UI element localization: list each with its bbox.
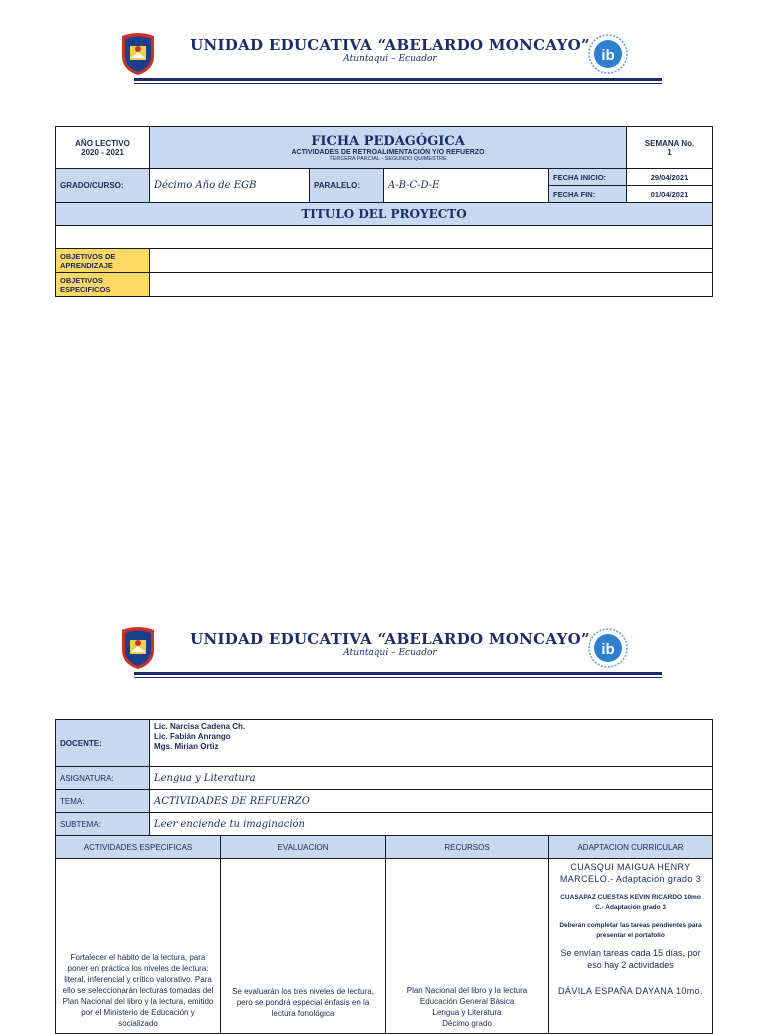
fecha-inicio-value: 29/04/2021 bbox=[627, 169, 713, 186]
ib-logo bbox=[588, 628, 628, 668]
adaptacion-student-3: DÁVILA ESPAÑA DAYANA 10mo. bbox=[558, 986, 703, 996]
col-actividades-header: ACTIVIDADES ESPECIFICAS bbox=[56, 836, 221, 859]
fecha-fin-label: FECHA FIN: bbox=[549, 186, 627, 203]
proyecto-value bbox=[56, 226, 713, 249]
proyecto-title: TITULO DEL PROYECTO bbox=[56, 203, 713, 226]
adaptacion-student-1: CUASQUI MAIGUA HENRY MARCELO.- Adaptación grado 3 bbox=[559, 862, 702, 884]
asignatura-label: ASIGNATURA: bbox=[56, 767, 150, 790]
subtema-value: Leer enciende tu imaginación bbox=[150, 813, 713, 836]
header-rule-thin bbox=[134, 677, 662, 678]
school-location: Atuntaqui – Ecuador bbox=[343, 648, 437, 658]
docente-2: Lic. Fabián Anrango bbox=[154, 732, 231, 741]
col-evaluacion-header: EVALUACION bbox=[221, 836, 386, 859]
detalle-table bbox=[55, 719, 713, 1034]
asignatura-value: Lengua y Literatura bbox=[150, 767, 713, 790]
grado-label: GRADO/CURSO: bbox=[56, 169, 150, 203]
adaptacion-student-2: CUASAPAZ CUESTAS KEVIN RICARDO 10mo C.- Adaptación grado 3 bbox=[560, 894, 701, 911]
ficha-title-cell bbox=[150, 127, 627, 169]
paralelo-label: PARALELO: bbox=[310, 169, 384, 203]
tema-value: ACTIVIDADES DE REFUERZO bbox=[150, 790, 713, 813]
school-name: UNIDAD EDUCATIVA “ABELARDO MONCAYO” bbox=[190, 36, 590, 54]
school-header bbox=[110, 32, 670, 88]
anio-lectivo-value: 2020 - 2021 bbox=[81, 147, 124, 157]
ficha-pedagogica-table bbox=[55, 126, 713, 297]
semana-value: 1 bbox=[667, 147, 672, 157]
svg-text:ib: ib bbox=[601, 47, 615, 64]
header-rule-thin bbox=[134, 83, 662, 84]
subtema-label: SUBTEMA: bbox=[56, 813, 150, 836]
adaptacion-cell bbox=[549, 859, 713, 1034]
school-header-page-2 bbox=[110, 626, 670, 682]
objetivos-aprendizaje-value bbox=[150, 249, 713, 273]
school-location: Atuntaqui – Ecuador bbox=[343, 54, 437, 64]
actividades-cell: Fortalecer el hábito de la lectura, para poner en práctica los niveles de lectura: literal, inferencial y crítico valorativo. Para ello se seleccionarán lecturas tomadas del Plan Nacional del libro y la lectura, emitido por el Ministerio de Educación y socializado bbox=[56, 859, 221, 1034]
recursos-cell bbox=[386, 859, 549, 1034]
tema-label: TEMA: bbox=[56, 790, 150, 813]
recursos-line-2: Educación General Básica bbox=[419, 997, 515, 1006]
anio-lectivo-label: AÑO LECTIVO bbox=[75, 138, 130, 148]
ficha-title: FICHA PEDAGÓGICA bbox=[311, 133, 465, 149]
grado-value: Décimo Año de EGB bbox=[150, 169, 310, 203]
fecha-inicio-label: FECHA INICIO: bbox=[549, 169, 627, 186]
semana-label: SEMANA No. bbox=[644, 138, 695, 148]
header-rule bbox=[134, 672, 662, 675]
ib-logo bbox=[588, 34, 628, 74]
docente-1: Lic. Narcisa Cadena Ch. bbox=[154, 722, 246, 731]
recursos-line-3: Lengua y Literatura bbox=[432, 1008, 502, 1017]
docente-label: DOCENTE: bbox=[56, 720, 150, 767]
docente-3: Mgs. Mirian Ortiz bbox=[154, 742, 219, 751]
evaluacion-cell: Se evaluarán los tres niveles de lectura, pero se pondrá especial énfasis en la lectura fonológica bbox=[221, 859, 386, 1034]
col-recursos-header: RECURSOS bbox=[386, 836, 549, 859]
adaptacion-note: Deberán completar las tareas pendientes para presentar el portafolio bbox=[559, 922, 702, 939]
fecha-fin-value: 01/04/2021 bbox=[627, 186, 713, 203]
paralelo-value: A-B-C-D-E bbox=[384, 169, 549, 203]
svg-text:ib: ib bbox=[601, 641, 615, 658]
ficha-subtitle: ACTIVIDADES DE RETROALIMENTACIÓN Y/O REFUERZO bbox=[291, 148, 485, 156]
adaptacion-tareas: Se envían tareas cada 15 días, por eso hay 2 actividades bbox=[560, 948, 701, 970]
header-rule bbox=[134, 78, 662, 81]
docentes-cell bbox=[150, 720, 713, 767]
col-adaptacion-header: ADAPTACION CURRICULAR bbox=[549, 836, 713, 859]
recursos-line-1: Plan Nacional del libro y la lectura bbox=[406, 986, 528, 995]
recursos-line-4: Décimo grado bbox=[442, 1019, 492, 1028]
objetivos-aprendizaje-label: OBJETIVOS DE APRENDIZAJE bbox=[56, 249, 150, 273]
school-name: UNIDAD EDUCATIVA “ABELARDO MONCAYO” bbox=[190, 630, 590, 648]
objetivos-especificos-label: OBJETIVOS ESPECIFICOS bbox=[56, 273, 150, 297]
anio-lectivo-cell bbox=[56, 127, 150, 169]
semana-cell bbox=[627, 127, 713, 169]
objetivos-especificos-value bbox=[150, 273, 713, 297]
ficha-subtitle-2: TERCERA PARCIAL - SEGUNDO QUIMESTRE bbox=[329, 155, 447, 162]
